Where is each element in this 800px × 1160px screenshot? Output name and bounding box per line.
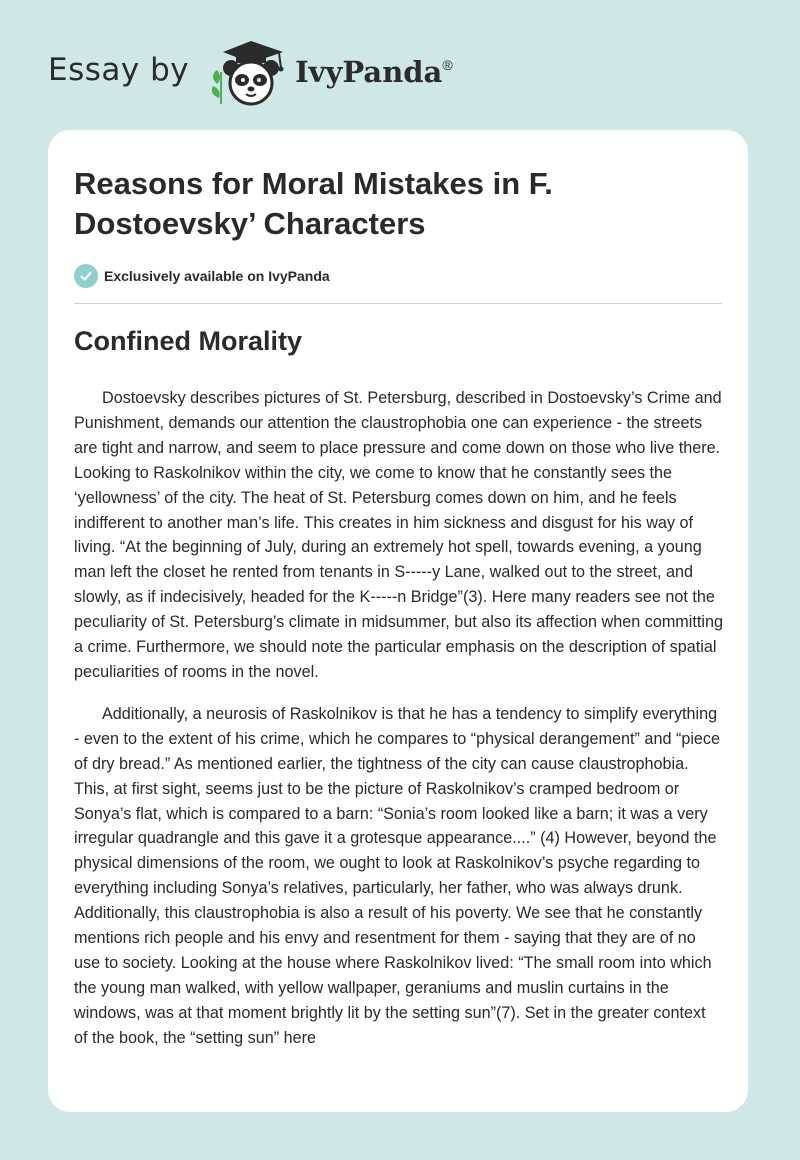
article-body bbox=[74, 386, 723, 1068]
brand-text: IvyPanda bbox=[295, 55, 443, 89]
essay-by-label: Essay by bbox=[48, 52, 190, 88]
checkmark-icon bbox=[74, 264, 98, 288]
exclusive-badge bbox=[74, 264, 330, 288]
essay-card bbox=[48, 130, 748, 1112]
ivypanda-logo-icon[interactable] bbox=[203, 38, 293, 108]
badge-text: Exclusively available on IvyPanda bbox=[104, 268, 330, 284]
registered-mark: ® bbox=[442, 57, 453, 73]
brand-name[interactable] bbox=[295, 55, 453, 89]
divider bbox=[74, 303, 722, 304]
paragraph: Dostoevsky describes pictures of St. Petersburg, described in Dostoevsky’s Crime and Punishment, demands our attention the claustrophobia one can experience - the streets are tight and narrow, and seem to place pressure and come down on those who live there. Looking to Raskolnikov within the city, we come to know that he constantly sees the ‘yellowness’ of the city. The heat of St. Petersburg comes down on him, and he feels indifferent to another man’s life. This creates in him sickness and disgust for his way of living. “At the beginning of July, during an extremely hot spell, towards evening, a young man left the closet he rented from tenants in S-----y Lane, walked out to the street, and slowly, as if indecisively, headed for the K-----n Bridge”(3). Here many readers see not the peculiarity of St. Petersburg’s climate in midsummer, but also its affection when committing a crime. Furthermore, we should note the particular emphasis on the description of spatial peculiarities of rooms in the novel. bbox=[74, 389, 723, 681]
paragraph: Additionally, a neurosis of Raskolnikov is that he has a tendency to simplify everything - even to the extent of his crime, which he compares to “physical derangement” and “piece of dry bread.” As mentioned earlier, the tightness of the city can cause claustrophobia. This, at first sight, seems just to be the picture of Raskolnikov’s cramped bedroom or Sonya’s flat, which is compared to a barn: “Sonia’s room looked like a barn; it was a very irregular quadrangle and this gave it a grotesque appearance....” (4) However, beyond the physical dimensions of the room, we ought to look at Raskolnikov’s psyche regarding to everything including Sonya’s relatives, particularly, her father, who was always drunk. Additionally, this claustrophobia is also a result of his poverty. We see that he constantly mentions rich people and his envy and resentment for them - saying that they are of no use to society. Looking at the house where Raskolnikov lived: “The small room into which the young man walked, with yellow wallpaper, geraniums and muslin curtains in the windows, was at that moment brightly lit by the setting sun”(7). Set in the greater context of the book, the “setting sun” here bbox=[74, 704, 721, 1047]
page-title: Reasons for Moral Mistakes in F. Dostoevsky’ Characters bbox=[74, 166, 553, 241]
section-heading: Confined Morality bbox=[74, 326, 302, 356]
site-header bbox=[48, 38, 548, 108]
